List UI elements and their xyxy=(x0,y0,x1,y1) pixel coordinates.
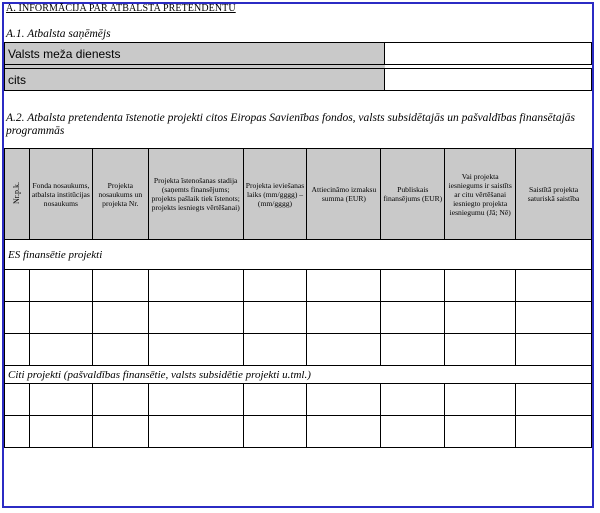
cell[interactable] xyxy=(92,416,148,448)
cell[interactable] xyxy=(148,302,243,334)
cell[interactable] xyxy=(516,270,592,302)
section-a-title: A. INFORMĀCIJA PAR ATBALSTA PRETENDENTU xyxy=(6,3,236,14)
cell[interactable] xyxy=(92,270,148,302)
cell[interactable] xyxy=(381,416,445,448)
table-row xyxy=(5,302,592,334)
beneficiary-value-field[interactable] xyxy=(385,43,592,65)
beneficiary-row xyxy=(5,69,592,91)
projects-table xyxy=(4,148,592,448)
cell[interactable] xyxy=(516,384,592,416)
col-header-eligible-costs: Attiecināmo izmaksu summa (EUR) xyxy=(307,149,381,240)
group-row-eu xyxy=(5,240,592,270)
table-row xyxy=(5,384,592,416)
cell[interactable] xyxy=(5,384,30,416)
col-header-stage: Projekta īstenošanas stadija (saņemts finansējums; projekts pašlaik tiek īstenots; projekts iesniegts vērtēšanai) xyxy=(148,149,243,240)
cell[interactable] xyxy=(5,334,30,366)
beneficiary-row xyxy=(5,43,592,65)
cell[interactable] xyxy=(5,416,30,448)
cell[interactable] xyxy=(29,270,92,302)
cell[interactable] xyxy=(92,302,148,334)
cell[interactable] xyxy=(445,270,516,302)
cell[interactable] xyxy=(516,302,592,334)
col-header-period: Projekta ieviešanas laiks (mm/gggg) – (mm/gggg) xyxy=(243,149,307,240)
cell[interactable] xyxy=(516,334,592,366)
group-label: ES finansētie projekti xyxy=(5,240,592,270)
beneficiary-table xyxy=(4,42,592,91)
beneficiary-label: cits xyxy=(5,69,385,91)
cell[interactable] xyxy=(445,334,516,366)
cell[interactable] xyxy=(381,270,445,302)
cell[interactable] xyxy=(307,384,381,416)
col-header-fund: Fonda nosaukums, atbalsta institūcijas nosaukums xyxy=(29,149,92,240)
cell[interactable] xyxy=(92,384,148,416)
cell[interactable] xyxy=(29,302,92,334)
cell[interactable] xyxy=(307,270,381,302)
cell[interactable] xyxy=(148,416,243,448)
cell[interactable] xyxy=(29,416,92,448)
cell[interactable] xyxy=(92,334,148,366)
cell[interactable] xyxy=(516,416,592,448)
cell[interactable] xyxy=(381,302,445,334)
cell[interactable] xyxy=(243,270,307,302)
cell[interactable] xyxy=(243,384,307,416)
cell[interactable] xyxy=(307,334,381,366)
cell[interactable] xyxy=(148,384,243,416)
cell[interactable] xyxy=(445,384,516,416)
section-a1-title: A.1. Atbalsta saņēmējs xyxy=(6,28,111,40)
section-a2-title: A.2. Atbalsta pretendenta īstenotie projekti citos Eiropas Savienības fondos, valsts subsidētajās un pašvaldības finansētajās programmās xyxy=(6,112,576,137)
col-header-relation: Saistītā projekta saturiskā saistība xyxy=(516,149,592,240)
header-row xyxy=(5,149,592,240)
cell[interactable] xyxy=(29,334,92,366)
cell[interactable] xyxy=(148,334,243,366)
col-header-linked: Vai projekta iesniegums ir saistīts ar citu vērtēšanai iesniegto projekta iesniegumu (Jā; Nē) xyxy=(445,149,516,240)
table-row xyxy=(5,270,592,302)
cell[interactable] xyxy=(29,384,92,416)
beneficiary-label: Valsts meža dienests xyxy=(5,43,385,65)
table-row xyxy=(5,416,592,448)
cell[interactable] xyxy=(148,270,243,302)
cell[interactable] xyxy=(445,302,516,334)
cell[interactable] xyxy=(5,270,30,302)
col-header-nr: Nr.p.k. xyxy=(5,149,30,240)
cell[interactable] xyxy=(381,384,445,416)
cell[interactable] xyxy=(243,334,307,366)
col-header-public-funding: Publiskais finansējums (EUR) xyxy=(381,149,445,240)
cell[interactable] xyxy=(307,302,381,334)
cell[interactable] xyxy=(381,334,445,366)
group-label: Citi projekti (pašvaldības finansētie, valsts subsidētie projekti u.tml.) xyxy=(5,366,592,384)
group-row-other xyxy=(5,366,592,384)
table-row xyxy=(5,334,592,366)
cell[interactable] xyxy=(5,302,30,334)
cell[interactable] xyxy=(243,302,307,334)
cell[interactable] xyxy=(445,416,516,448)
col-header-project: Projekta nosaukums un projekta Nr. xyxy=(92,149,148,240)
cell[interactable] xyxy=(243,416,307,448)
beneficiary-value-field[interactable] xyxy=(385,69,592,91)
cell[interactable] xyxy=(307,416,381,448)
